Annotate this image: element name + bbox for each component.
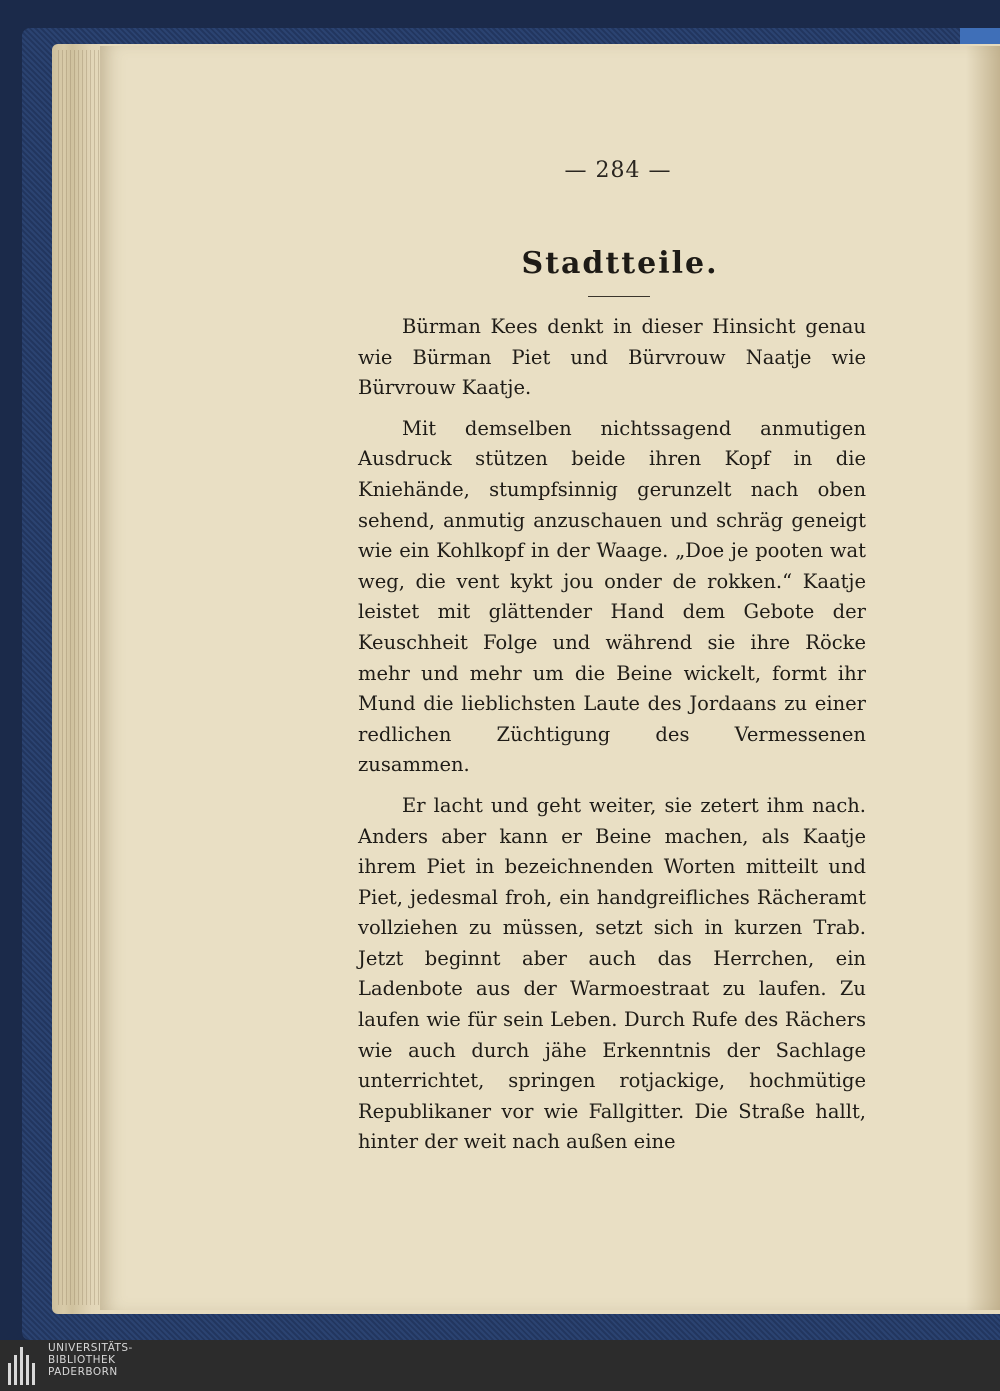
paragraph: Er lacht und geht weiter, sie zetert ihm nach. Anders aber kann er Beine machen, als Kaatje ihrem Piet in bezeichnenden Worten mitteilt und Piet, jedesmal froh, ein handgreifliches Rächeramt vollziehen zu müssen, setzt sich in kurzen Trab. Jetzt beginnt aber auch das Herrchen, ein Ladenbote aus der Warmoestraat zu laufen. Zu laufen wie für sein Leben. Durch Rufe des Rächers wie auch durch jähe Erkenntnis der Sachlage unterrichtet, springen rotjackige, hochmütige Republikaner vor wie Fallgitter. Die Straße hallt, hinter der weit nach außen eine xyxy=(358,793,866,1154)
library-name xyxy=(48,1342,133,1378)
chapter-title: Stadtteile. xyxy=(521,246,719,281)
library-line-2: BIBLIOTHEK xyxy=(48,1354,116,1366)
page-number: — 284 — xyxy=(564,158,672,183)
footer-bar xyxy=(0,1340,1000,1391)
paragraph: Bürman Kees denkt in dieser Hinsicht genau wie Bürman Piet und Bürvrouw Naatje wie Bürvrouw Kaatje. xyxy=(358,315,866,400)
library-line-1: UNIVERSITÄTS- xyxy=(48,1342,133,1354)
page-gutter xyxy=(966,46,1000,1310)
title-rule xyxy=(588,296,650,297)
library-logo-icon xyxy=(8,1345,40,1385)
library-line-3: PADERBORN xyxy=(48,1366,118,1378)
body-text xyxy=(358,312,866,1158)
page-edges xyxy=(58,50,102,1305)
paragraph: Mit demselben nichtssagend anmutigen Ausdruck stützen beide ihren Kopf in die Kniehände, stumpfsinnig gerunzelt nach oben sehend, anmutig anzuschauen und schräg geneigt wie ein Kohlkopf in der Waage. „Doe je pooten wat weg, die vent kykt jou onder de rokken.“ Kaatje leistet mit glättender Hand dem Gebote der Keuschheit Folge und während sie ihre Röcke mehr und mehr um die Beine wickelt, formt ihr Mund die lieblichsten Laute des Jordaans zu einer redlichen Züchtigung des Vermessenen zusammen. xyxy=(358,416,866,777)
